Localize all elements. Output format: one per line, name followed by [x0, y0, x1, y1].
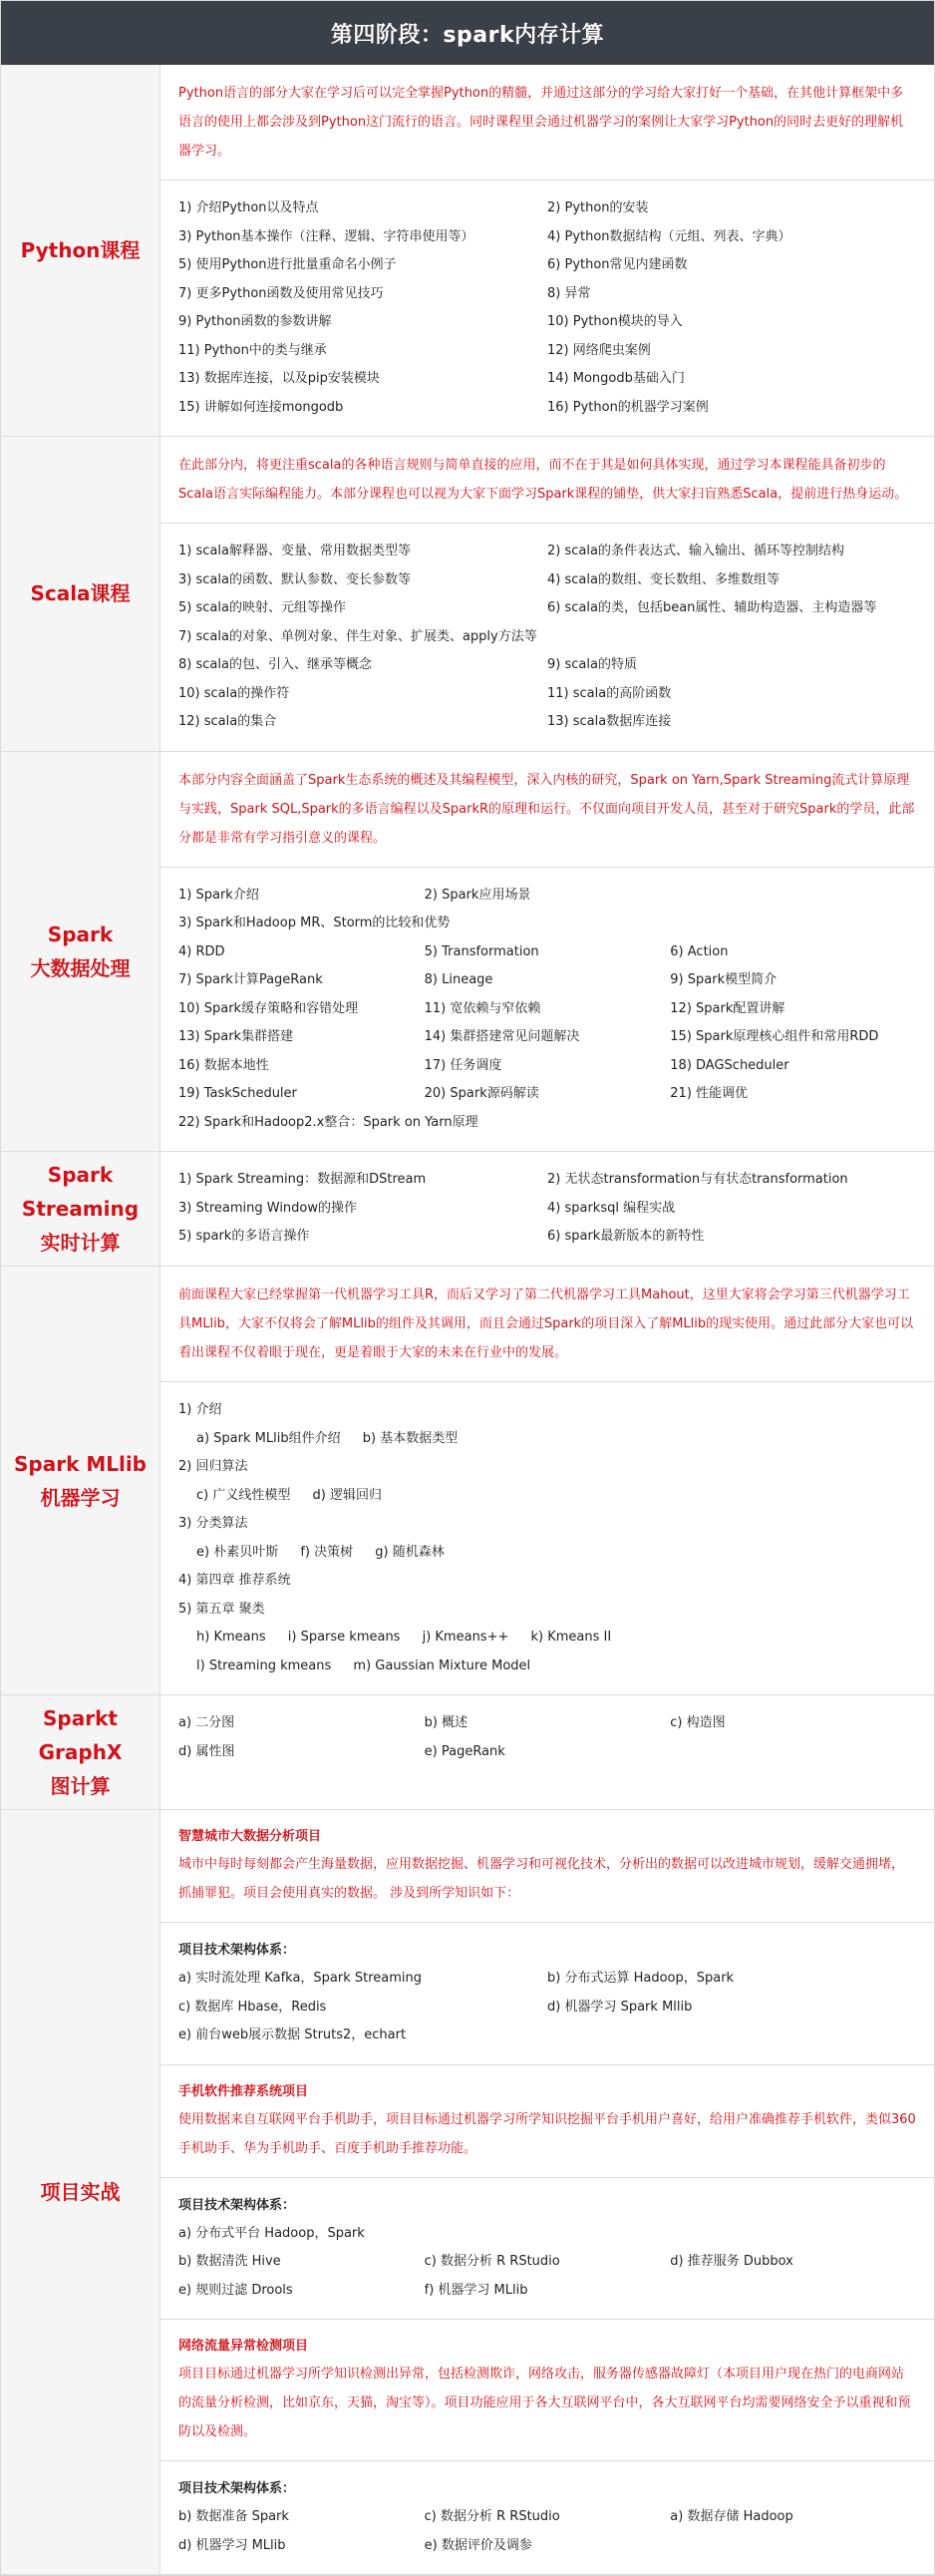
topic-item: 4) sparksql 编程实战: [547, 1200, 676, 1216]
section-title-line: Spark MLlib: [13, 1451, 148, 1476]
architecture-item: b) 数据准备 Spark: [178, 2509, 289, 2524]
topic-item: 6) spark最新版本的新特性: [547, 1229, 705, 1244]
topic-item: 6) scala的类，包括bean属性、辅助构造器、主构造器等: [547, 600, 877, 615]
section-body-python: [160, 65, 934, 436]
topic-item: 14) Mongodb基础入门: [547, 371, 685, 386]
topic-item: 16) Python的机器学习案例: [547, 399, 709, 415]
topic-item: 5) 使用Python进行批量重命名小例子: [178, 257, 397, 272]
project-architecture: [160, 1923, 934, 2065]
section-body-project: [160, 1810, 934, 2574]
project-description: 城市中每时每刻都会产生海量数据，应用数据挖掘、机器学习和可视化技术，分析出的数据可以改进城市规划，缓解交通拥堵，抓捕罪犯。项目会使用真实的数据。 涉及到所学知识如下：: [178, 1857, 905, 1901]
section-title-line: 机器学习: [40, 1485, 121, 1510]
architecture-item: a) 数据存储 Hadoop: [670, 2509, 793, 2524]
architecture-title: 项目技术架构体系：: [178, 1943, 296, 1958]
outline-item: f) 决策树: [300, 1544, 354, 1560]
topic-item: 8) 异常: [547, 285, 591, 301]
architecture-item: e) 规则过滤 Drools: [178, 2282, 293, 2298]
topic-item: 13) scala数据库连接: [547, 714, 672, 729]
section-title-line: Python课程: [20, 238, 141, 262]
topic-item: 1) Spark Streaming：数据源和DStream: [178, 1172, 427, 1187]
section-title-python: [1, 65, 160, 436]
topic-item: 1) scala解释器、变量、常用数据类型等: [178, 544, 411, 558]
topic-item: 5) scala的映射、元组等操作: [178, 600, 346, 615]
outline-line: [178, 1653, 916, 1681]
architecture-item: c) 数据分析 R RStudio: [424, 2254, 560, 2269]
topic-item: 14) 集群搭建常见问题解决: [424, 1029, 580, 1044]
topic-item: 1) 介绍Python以及特点: [178, 200, 319, 215]
outline-line: [178, 1510, 916, 1539]
section-body-mllib: [160, 1267, 934, 1694]
outline-item: 3) 分类算法: [178, 1516, 248, 1531]
topic-item: 9) scala的特质: [547, 657, 637, 672]
architecture-title: 项目技术架构体系：: [178, 2481, 296, 2496]
section-title-line: Spark: [47, 921, 114, 946]
project-intro: [160, 1810, 934, 1923]
section-intro: Python语言的部分大家在学习后可以完全掌握Python的精髓，并通过这部分的学习给大家打好一个基础，在其他计算框架中多语言的使用上都会涉及到Python这门流行的语言。同时课程里会通过机器学习的案例让大家学习Python的同时去更好的理解机器学习。: [160, 65, 934, 181]
outline-item: g) 随机森林: [375, 1544, 445, 1560]
topic-item: 4) scala的数组、变长数组、多维数组等: [547, 571, 779, 587]
section-title-project: [1, 1810, 160, 2574]
topic-item: 21) 性能调优: [670, 1086, 749, 1101]
topic-item: 20) Spark源码解读: [424, 1086, 539, 1101]
outline-item: 5) 第五章 聚类: [178, 1601, 265, 1617]
section-title-line: Scala课程: [30, 581, 131, 606]
topic-item: 6) Action: [670, 943, 729, 959]
outline-item: 2) 回归算法: [178, 1459, 248, 1474]
outline-item: d) 逻辑回归: [312, 1487, 382, 1503]
section-title-line: 图计算: [50, 1774, 111, 1798]
architecture-item: e) 数据评价及调参: [424, 2537, 532, 2553]
outline-item: b) 基本数据类型: [362, 1430, 459, 1446]
topic-item: 11) 宽依赖与窄依赖: [424, 1000, 541, 1016]
topic-item: 9) Python函数的参数讲解: [178, 314, 332, 329]
section-title-streaming: [1, 1152, 160, 1266]
topic-item: 1) Spark介绍: [178, 887, 259, 903]
topic-item: 17) 任务调度: [424, 1057, 502, 1073]
section-title-spark: [1, 752, 160, 1152]
topic-outline: [160, 1382, 934, 1694]
section-body-graphx: [160, 1695, 934, 1809]
topic-item: 13) 数据库连接，以及pip安装模块: [178, 371, 380, 386]
outline-item: m) Gaussian Mixture Model: [353, 1657, 531, 1673]
section-body-streaming: [160, 1152, 934, 1266]
section-project: [1, 1810, 934, 2575]
topic-item: a) 二分图: [178, 1715, 235, 1730]
section-python: [1, 65, 934, 437]
architecture-list: [178, 2220, 916, 2306]
section-graphx: [1, 1695, 934, 1810]
topic-item: 18) DAGScheduler: [670, 1057, 789, 1073]
project-name: 智慧城市大数据分析项目: [178, 1829, 322, 1844]
section-title-scala: [1, 437, 160, 751]
topic-item: 8) Lineage: [424, 972, 493, 987]
topic-item: 12) Spark配置讲解: [670, 1000, 785, 1016]
architecture-item: c) 数据库 Hbase，Redis: [178, 1999, 327, 2015]
section-scala: [1, 437, 934, 752]
topic-item: 2) scala的条件表达式、输入输出、循环等控制结构: [547, 544, 844, 558]
project-architecture: [160, 2178, 934, 2321]
topic-item: 2) 无状态transformation与有状态transformation: [547, 1172, 848, 1187]
topic-item: 4) Python数据结构（元组、列表、字典）: [547, 228, 791, 244]
topic-list: [160, 524, 934, 751]
architecture-item: d) 机器学习 Spark Mllib: [547, 1999, 693, 2015]
topic-item: 3) scala的函数、默认参数、变长参数等: [178, 571, 411, 587]
topic-item: 5) spark的多语言操作: [178, 1229, 310, 1244]
architecture-item: e) 前台web展示数据 Struts2，echart: [178, 2027, 407, 2042]
section-title-line: 实时计算: [40, 1231, 121, 1255]
outline-item: 1) 介绍: [178, 1402, 222, 1417]
architecture-item: d) 推荐服务 Dubbox: [670, 2254, 793, 2269]
topic-item: 3) Streaming Window的操作: [178, 1200, 358, 1216]
architecture-title: 项目技术架构体系：: [178, 2197, 296, 2213]
architecture-item: f) 机器学习 MLlib: [424, 2282, 528, 2298]
architecture-item: d) 机器学习 MLlib: [178, 2537, 286, 2553]
section-intro: 前面课程大家已经掌握第一代机器学习工具R，而后又学习了第二代机器学习工具Mahout，这里大家将会学习第三代机器学习工具MLlib，大家不仅将会了解MLlib的组件及其调用，而且会通过Spark的项目深入了解MLlib的现实使用。通过此部分大家也可以看出课程不仅着眼于现在，更是着眼于大家的未来在行业中的发展。: [160, 1267, 934, 1382]
architecture-list: [178, 2503, 916, 2560]
outline-line: [178, 1396, 916, 1425]
topic-item: 15) Spark原理核心组件和常用RDD: [670, 1029, 879, 1044]
section-intro: 在此部分内，将更注重scala的各种语言规则与简单直接的应用，而不在于其是如何具体实现，通过学习本课程能具备初步的Scala语言实际编程能力。本部分课程也可以视为大家下面学习Spark课程的铺垫，供大家扫盲熟悉Scala，提前进行热身运动。: [160, 437, 934, 524]
architecture-item: b) 分布式运算 Hadoop，Spark: [547, 1971, 735, 1986]
topic-item: e) PageRank: [424, 1743, 505, 1759]
topic-item: 22) Spark和Hadoop2.x整合：Spark on Yarn原理: [178, 1114, 478, 1130]
topic-item: 19) TaskScheduler: [178, 1086, 297, 1101]
topic-item: 10) scala的操作符: [178, 685, 290, 701]
topic-item: 10) Python模块的导入: [547, 314, 683, 329]
architecture-list: [178, 1965, 916, 2050]
section-title-line: Sparkt GraphX: [38, 1706, 123, 1764]
topic-item: 11) scala的高阶函数: [547, 685, 672, 701]
outline-item: i) Sparse kmeans: [287, 1630, 401, 1645]
section-spark: [1, 752, 934, 1153]
outline-line: [178, 1453, 916, 1482]
architecture-item: a) 分布式平台 Hadoop，Spark: [178, 2225, 365, 2241]
topic-item: 10) Spark缓存策略和容错处理: [178, 1000, 359, 1016]
outline-line: [178, 1482, 916, 1511]
architecture-item: b) 数据清洗 Hive: [178, 2254, 281, 2269]
outline-item: e) 朴素贝叶斯: [196, 1544, 279, 1560]
section-intro: 本部分内容全面涵盖了Spark生态系统的概述及其编程模型，深入内核的研究，Spark on Yarn,Spark Streaming流式计算原理与实践，Spark SQL,Spark的多语言编程以及SparkR的原理和运行。不仅面向项目开发人员，甚至对于研究Spark的学员，此部分都是非常有学习指引意义的课程。: [160, 752, 934, 868]
topic-list: [160, 1152, 934, 1266]
section-title-line: 大数据处理: [30, 955, 131, 980]
outline-line: [178, 1624, 916, 1653]
outline-item: 4) 第四章 推荐系统: [178, 1573, 291, 1588]
topic-item: 12) scala的集合: [178, 714, 277, 729]
project-name: 手机软件推荐系统项目: [178, 2083, 309, 2099]
topic-item: 9) Spark模型简介: [670, 972, 778, 987]
section-body-spark: [160, 752, 934, 1152]
topic-item: 7) 更多Python函数及使用常见技巧: [178, 285, 384, 301]
project-description: 使用数据来自互联网平台手机助手，项目目标通过机器学习所学知识挖掘平台手机用户喜好，给用户准确推荐手机软件，类似360手机助手、华为手机助手、百度手机助手推荐功能。: [178, 2111, 916, 2156]
outline-item: j) Kmeans++: [422, 1630, 509, 1645]
topic-item: 8) scala的包、引入、继承等概念: [178, 657, 372, 672]
outline-item: c) 广义线性模型: [196, 1487, 291, 1503]
outline-line: [178, 1567, 916, 1596]
topic-list: [160, 181, 934, 436]
project-description: 项目目标通过机器学习所学知识检测出异常，包括检测欺诈，网络攻击，服务器传感器故障灯（本项目用户现在热门的电商网站的流量分析检测，比如京东，天猫，淘宝等）。项目功能应用于各大互联网平台中，各大互联网平台均需要网络安全予以重视和预防以及检测。: [178, 2367, 911, 2439]
topic-list: [160, 868, 934, 1152]
architecture-item: c) 数据分析 R RStudio: [424, 2509, 560, 2524]
topic-item: 7) scala的对象、单例对象、伴生对象、扩展类、apply方法等: [178, 628, 537, 644]
topic-list: [160, 1695, 934, 1780]
section-streaming: [1, 1152, 934, 1267]
topic-item: 3) Spark和Hadoop MR、Storm的比较和优势: [178, 916, 451, 930]
topic-item: 3) Python基本操作（注释、逻辑、字符串使用等）: [178, 228, 474, 244]
outline-item: h) Kmeans: [196, 1630, 266, 1645]
project-intro: [160, 2065, 934, 2178]
topic-item: 15) 讲解如何连接mongodb: [178, 399, 344, 415]
topic-item: 2) Python的安装: [547, 200, 649, 215]
topic-item: 4) RDD: [178, 943, 225, 959]
outline-line: [178, 1425, 916, 1454]
project-intro: [160, 2320, 934, 2461]
topic-item: 12) 网络爬虫案例: [547, 342, 651, 358]
outline-item: l) Streaming kmeans: [196, 1657, 332, 1673]
section-title-mllib: [1, 1267, 160, 1694]
project-architecture: [160, 2461, 934, 2574]
architecture-item: a) 实时流处理 Kafka，Spark Streaming: [178, 1971, 423, 1986]
topic-item: 6) Python常见内建函数: [547, 257, 688, 272]
section-body-scala: [160, 437, 934, 751]
section-title-line: Streaming: [21, 1197, 140, 1221]
outline-item: a) Spark MLlib组件介绍: [196, 1430, 341, 1446]
outline-line: [178, 1596, 916, 1625]
outline-line: [178, 1539, 916, 1568]
topic-item: 13) Spark集群搭建: [178, 1029, 294, 1044]
topic-item: 7) Spark计算PageRank: [178, 972, 323, 987]
project-name: 网络流量异常检测项目: [178, 2339, 309, 2354]
section-mllib: [1, 1267, 934, 1695]
topic-item: 2) Spark应用场景: [424, 887, 531, 903]
topic-item: d) 属性图: [178, 1743, 235, 1759]
topic-item: 11) Python中的类与继承: [178, 342, 327, 358]
outline-item: k) Kmeans II: [530, 1630, 612, 1645]
section-title-line: Spark: [47, 1163, 114, 1187]
section-title-graphx: [1, 1695, 160, 1809]
topic-item: b) 概述: [424, 1715, 468, 1730]
page-title: 第四阶段：spark内存计算: [1, 1, 934, 65]
topic-item: 16) 数据本地性: [178, 1057, 269, 1073]
topic-item: c) 构造图: [670, 1715, 726, 1730]
section-title-line: 项目实战: [40, 2180, 121, 2204]
topic-item: 5) Transformation: [424, 943, 539, 959]
